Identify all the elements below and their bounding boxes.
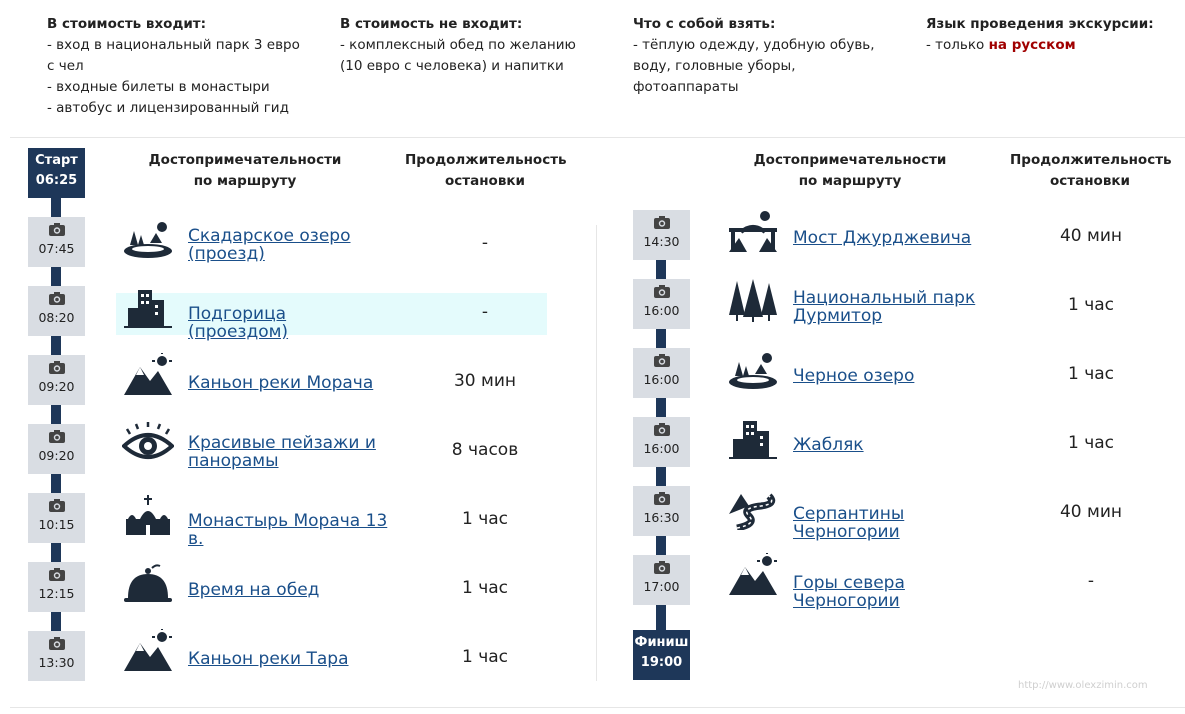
included-section xyxy=(47,14,300,119)
camera-icon xyxy=(49,429,65,443)
start-label: Старт xyxy=(35,153,78,168)
stop-time-box xyxy=(633,417,690,467)
stop-duration: - xyxy=(1087,571,1095,591)
stop-name-link[interactable]: Мост Джурджевича xyxy=(793,228,972,248)
right-sights-header: Достопримечательности по маршруту xyxy=(753,152,947,189)
included-line: с чел xyxy=(47,58,84,74)
right-duration-header: Продолжительность остановки xyxy=(1010,152,1172,189)
stop-time-box xyxy=(28,424,85,474)
city-icon xyxy=(122,284,174,330)
stop-duration: 1 час xyxy=(1067,295,1115,315)
finish-marker xyxy=(633,630,690,680)
camera-icon xyxy=(654,284,670,298)
not-included-section xyxy=(340,14,576,77)
left-sights-header: Достопримечательности по маршруту xyxy=(148,152,342,189)
stop-time-box xyxy=(633,279,690,329)
bring-line: - тёплую одежду, удобную обувь, xyxy=(633,37,875,53)
stop-time: 09:20 xyxy=(38,379,75,394)
included-line: - вход в национальный парк 3 евро xyxy=(47,37,300,53)
camera-icon xyxy=(654,353,670,367)
stop-duration: 40 мин xyxy=(1059,226,1123,246)
camera-icon xyxy=(49,222,65,236)
stop-name-link[interactable]: Черное озеро xyxy=(793,366,915,386)
stop-time-box xyxy=(28,286,85,336)
stop-time: 13:30 xyxy=(38,655,75,670)
lake-icon xyxy=(727,346,779,392)
stop-duration: 1 час xyxy=(461,578,509,598)
stop-time-box xyxy=(633,348,690,398)
camera-icon xyxy=(654,215,670,229)
camera-icon xyxy=(654,560,670,574)
stop-time: 07:45 xyxy=(38,241,75,256)
stop-time: 12:15 xyxy=(38,586,75,601)
included-line: - входные билеты в монастыри xyxy=(47,79,270,95)
bring-section xyxy=(633,14,875,98)
not-included-title: В стоимость не входит: xyxy=(340,16,523,32)
stop-duration: 8 часов xyxy=(451,440,519,460)
stop-duration: 30 мин xyxy=(453,371,517,391)
stop-time-box xyxy=(28,355,85,405)
language-prefix: - только xyxy=(926,37,989,53)
bring-line: фотоаппараты xyxy=(633,79,739,95)
stop-time: 14:30 xyxy=(643,234,680,249)
stop-name-link[interactable]: Серпантины Черногории xyxy=(793,504,905,542)
stop-time-box xyxy=(28,631,85,681)
not-included-line: - комплексный обед по желанию xyxy=(340,37,576,53)
top-divider xyxy=(10,137,1185,138)
stop-duration: 1 час xyxy=(1067,433,1115,453)
stop-name-link[interactable]: Подгорица (проездом) xyxy=(188,304,289,342)
camera-icon xyxy=(654,422,670,436)
stop-duration: 1 час xyxy=(461,509,509,529)
stop-name-link[interactable]: Время на обед xyxy=(188,580,320,600)
stop-name-link[interactable]: Монастырь Морача 13 в. xyxy=(188,511,388,549)
camera-icon xyxy=(49,636,65,650)
stop-time: 16:00 xyxy=(643,372,680,387)
finish-label: Финиш xyxy=(634,635,689,650)
stop-duration: - xyxy=(481,302,489,322)
stop-name-link[interactable]: Жабляк xyxy=(793,435,864,455)
stop-time: 17:00 xyxy=(643,579,680,594)
stop-time: 16:00 xyxy=(643,441,680,456)
dish-icon xyxy=(122,560,174,606)
stop-time-box xyxy=(633,210,690,260)
stop-duration: 40 мин xyxy=(1059,502,1123,522)
stop-time-box xyxy=(633,555,690,605)
stop-name-link[interactable]: Каньон реки Морача xyxy=(188,373,374,393)
mountains-icon xyxy=(727,553,779,599)
camera-icon xyxy=(49,498,65,512)
forest-icon xyxy=(727,277,779,323)
eye-icon xyxy=(122,422,174,468)
bring-title: Что с собой взять: xyxy=(633,16,776,32)
stop-name-link[interactable]: Национальный парк Дурмитор xyxy=(793,288,976,326)
language-line xyxy=(926,35,1154,56)
stop-time: 09:20 xyxy=(38,448,75,463)
stop-name-link[interactable]: Каньон реки Тара xyxy=(188,649,349,669)
stop-time: 16:30 xyxy=(643,510,680,525)
bridge-icon xyxy=(727,208,779,254)
camera-icon xyxy=(49,360,65,374)
stop-time-box xyxy=(28,562,85,612)
camera-icon xyxy=(49,567,65,581)
stop-name-link[interactable]: Красивые пейзажи и панорамы xyxy=(188,433,376,471)
mountains-icon xyxy=(122,629,174,675)
stop-time-box xyxy=(633,486,690,536)
mountains-icon xyxy=(122,353,174,399)
included-line: - автобус и лицензированный гид xyxy=(47,100,289,116)
language-section xyxy=(926,14,1154,56)
stop-name-link[interactable]: Скадарское озеро (проезд) xyxy=(188,226,351,264)
city-icon xyxy=(727,415,779,461)
language-value: на русском xyxy=(988,37,1076,53)
stop-duration: - xyxy=(481,233,489,253)
monastery-icon xyxy=(122,491,174,537)
language-title: Язык проведения экскурсии: xyxy=(926,16,1154,32)
column-divider xyxy=(596,225,597,681)
stop-time-box xyxy=(28,493,85,543)
stop-name-link[interactable]: Горы севера Черногории xyxy=(793,573,905,611)
start-marker xyxy=(28,148,85,198)
camera-icon xyxy=(49,291,65,305)
stop-time: 08:20 xyxy=(38,310,75,325)
included-title: В стоимость входит: xyxy=(47,16,207,32)
lake-icon xyxy=(122,215,174,261)
left-duration-header: Продолжительность остановки xyxy=(405,152,567,189)
serpentine-icon xyxy=(727,484,779,530)
camera-icon xyxy=(654,491,670,505)
bottom-divider xyxy=(10,707,1185,708)
finish-time: 19:00 xyxy=(640,655,683,670)
stop-time: 16:00 xyxy=(643,303,680,318)
footer-url: http://www.olexzimin.com xyxy=(1018,680,1148,691)
stop-time: 10:15 xyxy=(38,517,75,532)
not-included-line: (10 евро с человека) и напитки xyxy=(340,58,564,74)
start-time: 06:25 xyxy=(35,173,78,188)
stop-duration: 1 час xyxy=(461,647,509,667)
stop-duration: 1 час xyxy=(1067,364,1115,384)
bring-line: воду, головные уборы, xyxy=(633,58,796,74)
stop-time-box xyxy=(28,217,85,267)
